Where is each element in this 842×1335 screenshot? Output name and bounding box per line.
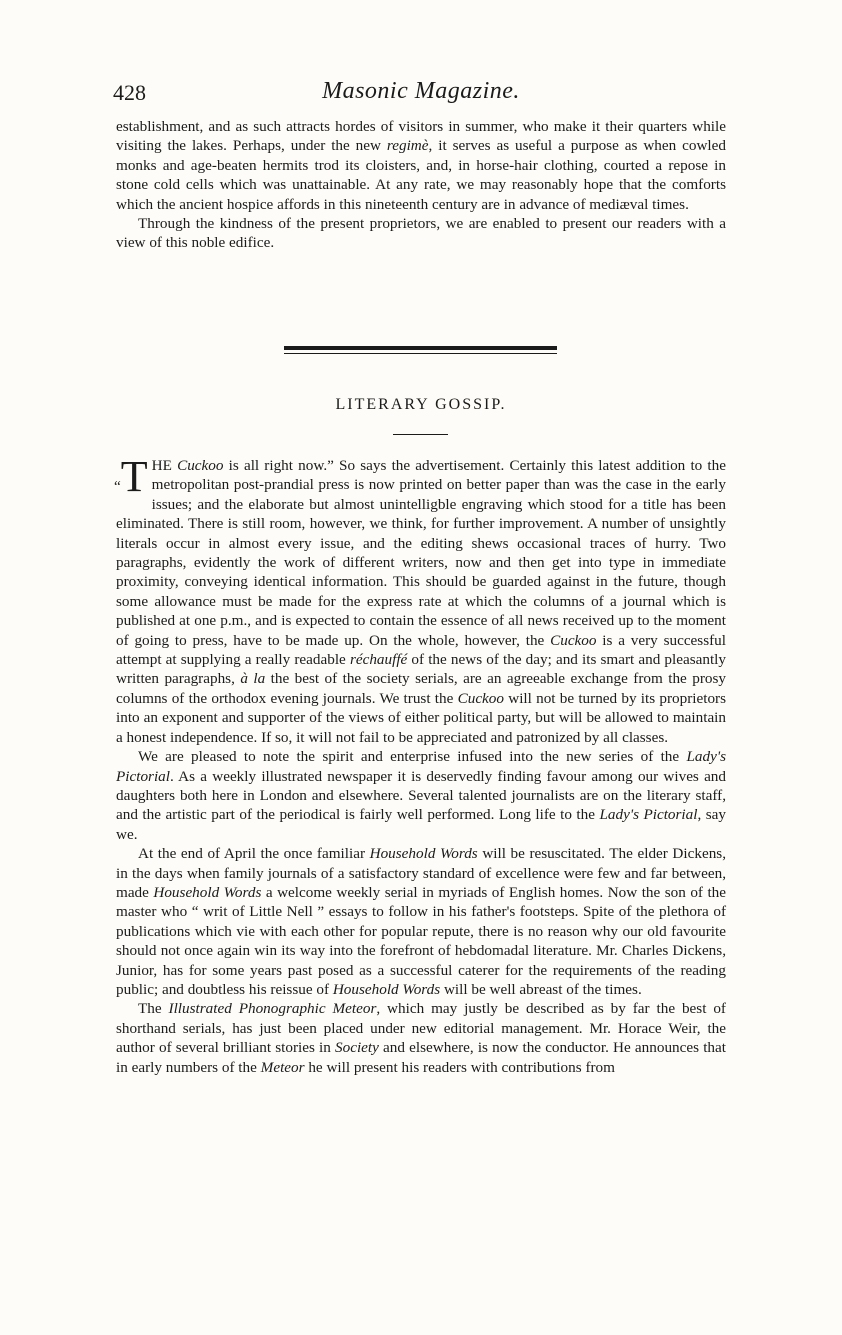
italic-text: Cuckoo: [457, 689, 504, 707]
paragraph: [116, 117, 726, 214]
text-run: will not be turned by its proprietors into an exponent and supporter of the views of either political party, but will be allowed to maintain a honest independence. If so, it will not fail to be appreciated and patronized by all classes.: [116, 689, 727, 746]
text-run: . As a weekly illustrated newspaper it is deservedly finding favour among our wives and daughters both here in London and elsewhere. Several talented journalists are on the literary staff, and the artistic part of the periodical is fairly well performed. Long life to the: [116, 767, 726, 824]
text-run: is all right now.” So says the advertisement. Certainly this latest addition to the metropolitan post-prandial press is now printed on better paper than was the case in the early issues; and the elaborate but almost unintelligble engraving which stood for a title has been eliminated. There is still room, however, we think, for further improvement. A number of unsightly literals occur in almost every issue, and the editing shews occasional traces of hurry. Two paragraphs, evidently the work of different writers, now and then get into type in immediate proximity, conveying identical information. This should be guarded against in the future, though some allowance must be made for the express rate at which the columns of a journal which is published at one p.m., and is expected to contain the essence of all news received up to the moment of going to press, have to be made up. On the whole, however, the: [116, 457, 726, 649]
section-divider-thick: [284, 346, 557, 350]
italic-text: Society: [335, 1039, 379, 1057]
journal-title: Masonic Magazine.: [322, 78, 520, 104]
italic-text: à la: [240, 670, 266, 688]
text-run: will be resuscitated. The elder Dickens, in the days when family journals of a satisfactory standard of excellence were few and far between, made: [116, 845, 726, 901]
text-run: and elsewhere, is now the conductor. He announces that in early numbers of the: [116, 1039, 726, 1076]
italic-text: Lady's Pictorial: [116, 748, 726, 785]
paragraph: [114, 452, 727, 747]
italic-text: Illustrated Phonographic Meteor: [168, 1000, 377, 1018]
open-quote: “: [114, 478, 121, 495]
text-run: is a very successful attempt at supplying a really readable: [116, 631, 726, 669]
article-continuation: [116, 117, 726, 253]
paragraph: [116, 747, 726, 844]
text-run: he will present his readers with contributions from: [304, 1058, 615, 1076]
italic-text: Cuckoo: [177, 457, 224, 474]
text-run: , say we.: [116, 806, 726, 843]
text-run: the best of the society serials, are an agreeable exchange from the prosy columns of the orthodox evening journals. We trust the: [116, 670, 726, 707]
italic-text: Meteor: [260, 1058, 305, 1076]
drop-cap-letter: T: [120, 452, 148, 501]
text-run: We are pleased to note the spirit and enterprise infused into the new series of the: [138, 748, 687, 766]
literary-gossip-column: [114, 452, 727, 1077]
text-run: HE: [151, 457, 178, 474]
text-run: , it serves as useful a purpose as when cowled monks and age-beaten hermits trod its cloisters, and, in horse-hair clothing, courted a repose in stone cold cells which was unattainable. At any rate, we may reasonably hope that the comforts which the ancient hospice affords in this nineteenth century are in advance of mediæval times.: [116, 137, 726, 213]
italic-text: Household Words: [153, 883, 262, 901]
section-divider-thin: [284, 353, 557, 354]
italic-text: réchauffé: [349, 651, 408, 669]
drop-cap: [114, 452, 148, 505]
text-run: of the news of the day; and its smart and pleasantly written paragraphs,: [116, 651, 726, 688]
text-run: will be well abreast of the times.: [440, 980, 642, 998]
italic-text: Household Words: [332, 980, 441, 998]
paragraph: Through the kindness of the present proprietors, we are enabled to present our readers with a view of this noble edifice.: [116, 215, 726, 252]
paragraph: [116, 844, 726, 999]
text-run: , which may justly be described as by far the best of shorthand serials, has just been placed under new editorial management. Mr. Horace Weir, the author of several brilliant stories in: [116, 1000, 726, 1057]
text-run: At the end of April the once familiar: [138, 845, 370, 863]
italic-text: Lady's Pictorial: [599, 806, 698, 824]
italic-text: Cuckoo: [550, 631, 597, 649]
running-head: [0, 78, 842, 114]
italic-text: regimè: [386, 137, 429, 155]
text-run: establishment, and as such attracts hordes of visitors in summer, who make it their quarters while visiting the lakes. Perhaps, under the new: [116, 118, 726, 155]
page-number: 428: [113, 80, 146, 105]
italic-text: Household Words: [369, 845, 478, 863]
text-run: The: [138, 1000, 169, 1018]
heading-rule: [393, 434, 448, 435]
text-run: a welcome weekly serial in myriads of English homes. Now the son of the master who “ writ of Little Nell ” essays to follow in his father's footsteps. Spite of the plethora of publications which vie with each other for popular repute, there is no reason why our old favourite should not once again win its way into the forefront of hebdomadal literature. Mr. Charles Dickens, Junior, has for some years past posed as a successful caterer for the requirements of the reading public; and doubtless his reissue of: [116, 883, 727, 998]
paragraph: [116, 999, 726, 1077]
section-heading: LITERARY GOSSIP.: [335, 396, 507, 413]
